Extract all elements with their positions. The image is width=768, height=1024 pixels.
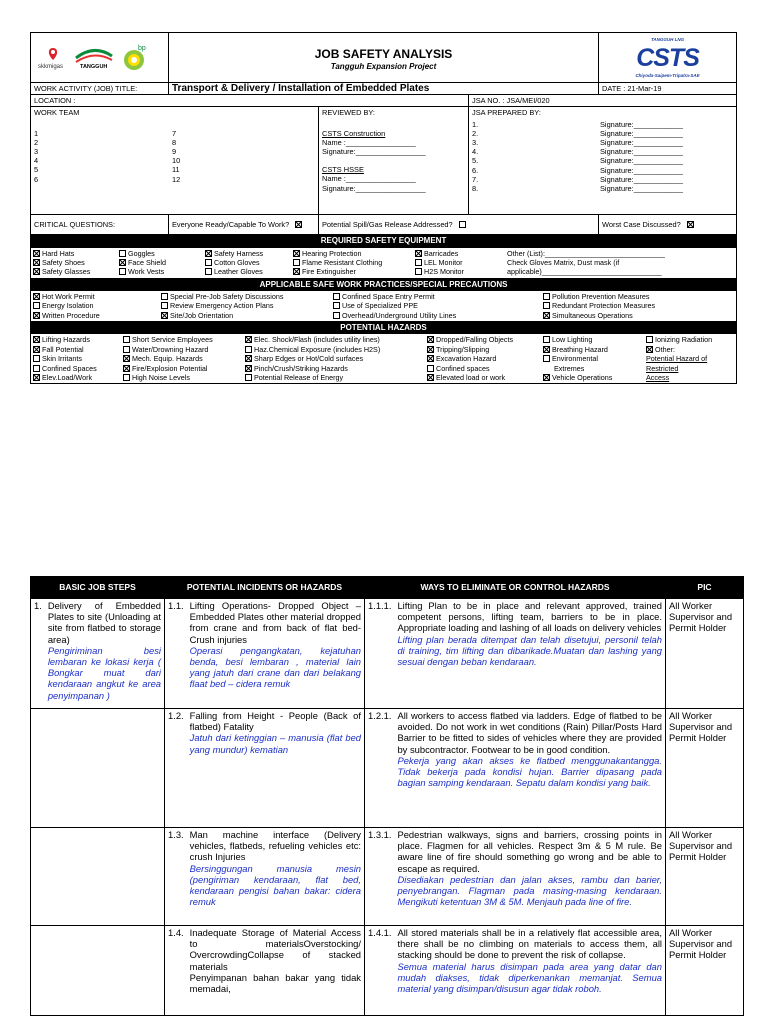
document-title-cell: [169, 33, 599, 83]
checkbox-empty-icon[interactable]: [333, 312, 340, 319]
checkbox-empty-icon[interactable]: [119, 250, 126, 257]
safety-equipment-grid: Hard Hats Goggles Safety Harness Hearing Protection Barricades Other (List):______________________________ Safety Shoes Face Shield Cotton Gloves Flame Resistant Clothing LEL Monitor Check Gloves Matrix, Dust mask (if Safety Glasses Work Vests Leather Gloves Fire Extinguisher H2S Monitor applicable)______________________________: [31, 248, 736, 278]
document-title: JOB SAFETY ANALYSIS: [314, 47, 453, 62]
work-activity-label: WORK ACTIVITY (JOB) TITLE:: [31, 83, 169, 95]
hazard-cell: 1.3. Man machine interface (Delivery vehicles, flatbeds, refueling vehicles etc: crush Injuries Bersinggungan manusia mesin (pengiriman kendaraan, flat bed, kendaraan pengisi bahan bakar: cidera remuk: [165, 828, 365, 926]
prepared-by-cell: JSA PREPARED BY: 1. 2. 3. 4. 5. 6. 7. 8. Signature:____________ Signature:____________ Signature:____________ Signature:____________ Signature:____________ Signature:____________ Signature:____________ Signature:____________: [469, 107, 737, 215]
pic-cell: All Worker Supervisor and Permit Holder: [666, 599, 744, 709]
work-team-col-1: 1 2 3 4 5 6: [34, 128, 39, 184]
table-row: [31, 709, 744, 828]
job-step-cell: [31, 926, 165, 1016]
control-cell: 1.1.1. Lifting Plan to be in place and relevant approved, trained competent persons, lifting team, barriers to be in place. Appropriate loading and lashing of all loads on delivery vehicles Lifting plan berada ditempat dan telah disetujui, personil telah di training, tim lifting dan dibarikade.Muatan dan lashing yang sesuai dengan beban kendaraan.: [365, 599, 666, 709]
potential-hazards-title: POTENTIAL HAZARDS: [31, 322, 737, 334]
checkbox-checked-icon[interactable]: [245, 365, 252, 372]
checkbox-empty-icon[interactable]: [33, 302, 40, 309]
checkbox-empty-icon[interactable]: [245, 346, 252, 353]
pic-cell: All Worker Supervisor and Permit Holder: [666, 926, 744, 1016]
checkbox-checked-icon[interactable]: [295, 221, 302, 228]
checkbox-empty-icon[interactable]: [245, 374, 252, 381]
checkbox-checked-icon[interactable]: [123, 365, 130, 372]
document-subtitle: Tangguh Expansion Project: [330, 62, 437, 72]
checkbox-checked-icon[interactable]: [427, 355, 434, 362]
preparer-signatures[interactable]: Signature:____________ Signature:____________ Signature:____________ Signature:____________ Signature:____________ Signature:____________ Signature:____________ Signature:____________: [600, 119, 684, 194]
pic-cell: All Worker Supervisor and Permit Holder: [666, 709, 744, 828]
logo-cell: [31, 33, 169, 83]
checkbox-checked-icon[interactable]: [245, 355, 252, 362]
hazard-cell: 1.1. Lifting Operations- Dropped Object – Embedded Plates other material dropped from crane and from back of flat bed- Crush injuries Operasi pengangkatan, kejatuhan benda, besi lembaran , material lain yang jatuh dari crane dan dari belakang flaat bed – cidera remuk: [165, 599, 365, 709]
potential-hazards-grid: Lifting Hazards Short Service Employees Elec. Shock/Flash (includes utility lines) Dropped/Falling Objects Low Lighting Ionizing Radiation Fall Potential Water/Drowning Hazard Haz.Chemical Exposure (includes H2S) Tripping/Slipping Breathing Hazard Other: Skin Irritants Mech. Equip. Hazards Sharp Edges or Hot/Cold surfaces Excavation Hazard Environmental Potential Hazard of Confined Spaces Fire/Explosion Potential Pinch/Crush/Striking Hazards Confined spaces Extremes Restricted Elev.Load/Work High Noise Levels Potential Release of Energy Elevated load or work Vehicle Operations Access: [31, 334, 736, 383]
table-row: [31, 828, 744, 926]
checkbox-checked-icon[interactable]: [33, 346, 40, 353]
svg-text:bp: bp: [138, 44, 146, 52]
checkbox-checked-icon[interactable]: [415, 250, 422, 257]
header-potential-incidents: POTENTIAL INCIDENTS OR HAZARDS: [165, 577, 365, 599]
checkbox-empty-icon[interactable]: [415, 259, 422, 266]
header-pic: PIC: [666, 577, 744, 599]
checkbox-empty-icon[interactable]: [293, 259, 300, 266]
job-step-cell: [31, 828, 165, 926]
header-basic-job-steps: BASIC JOB STEPS: [31, 577, 165, 599]
checkbox-checked-icon[interactable]: [543, 346, 550, 353]
table-header-row: [31, 577, 744, 599]
checkbox-checked-icon[interactable]: [33, 250, 40, 257]
date-field: DATE : 21-Mar-19: [599, 83, 737, 95]
job-steps-table: [30, 576, 744, 1016]
safe-work-practices-grid: Hot Work Permit Special Pre-Job Safety Discussions Confined Space Entry Permit Pollution Prevention Measures Energy Isolation Review Emergency Action Plans Use of Specialized PPE Redundant Protection Measures Written Procedure Site/Job Orientation Overhead/Underground Utility Lines Simultaneous Operations: [31, 291, 736, 321]
hazard-cell: 1.2. Falling from Height - People (Back of flatbed) Fatality Jatuh dari ketinggian – manusia (flat bed yang mundur) kematian: [165, 709, 365, 828]
table-row: [31, 926, 744, 1016]
checkbox-checked-icon[interactable]: [33, 374, 40, 381]
checkbox-checked-icon[interactable]: [687, 221, 694, 228]
checkbox-empty-icon[interactable]: [33, 365, 40, 372]
checkbox-empty-icon[interactable]: [543, 336, 550, 343]
checkbox-checked-icon[interactable]: [33, 268, 40, 275]
checkbox-checked-icon[interactable]: [543, 312, 550, 319]
jsa-form-header: [30, 32, 737, 384]
reviewer-2-name[interactable]: Name :_________________: [322, 174, 416, 184]
job-step-cell: 1. Delivery of Embedded Plates to site (Unloading at site from flatbed to storage area) Pengiriminan besi lembaran ke lokasi kerja ( Bongkar muat dari kendaraan angkut ke area penyimpanan ): [31, 599, 165, 709]
tangguh-logo-icon: [74, 46, 114, 70]
checkbox-checked-icon[interactable]: [427, 374, 434, 381]
reviewer-1-name[interactable]: Name :_________________: [322, 137, 416, 147]
hazard-cell: 1.4. Inadequate Storage of Material Access to materialsOverstocking/ OvercrowdingCollapse of stacked materials Penyimpanan bahan bakar yang tidak memadai,: [165, 926, 365, 1016]
reviewer-1-signature[interactable]: Signature:_________________: [322, 147, 426, 157]
checkbox-checked-icon[interactable]: [543, 374, 550, 381]
critical-q1[interactable]: Everyone Ready/Capable To Work?: [169, 215, 319, 235]
checkbox-checked-icon[interactable]: [119, 259, 126, 266]
checkbox-empty-icon[interactable]: [543, 355, 550, 362]
checkbox-checked-icon[interactable]: [161, 312, 168, 319]
control-cell: 1.4.1. All stored materials shall be in a relatively flat accessible area, there shall be no climbing on materials to access them, all stacking should be done to prevent the risk of collapse. Semua material harus disimpan pada area yang datar dan mudah diakses, tidak diperkenankan memanjat. Semua material yang disimpan/disusun agar tidak roboh.: [365, 926, 666, 1016]
checkbox-empty-icon[interactable]: [123, 374, 130, 381]
header-control-hazards: WAYS TO ELIMINATE OR CONTROL HAZARDS: [365, 577, 666, 599]
pic-cell: All Worker Supervisor and Permit Holder: [666, 828, 744, 926]
critical-q3[interactable]: Worst Case Discussed?: [599, 215, 737, 235]
work-activity-title: Transport & Delivery / Installation of Embedded Plates: [169, 83, 599, 95]
checkbox-checked-icon[interactable]: [293, 268, 300, 275]
control-cell: 1.3.1. Pedestrian walkways, signs and barriers, crossing points in place. Flagmen for all vehicles. Respect 3m & 5 M rule. Be aware line of fire should something go wrong and be able to escape as required. Disediakan pedestrian dan jalan akses, rambu dan barier, penyebrangan. Flagman pada masing-masing kendaraan. Mengikuti ketentuan 3M & 5M. Menjauh pada line of fire.: [365, 828, 666, 926]
bp-logo-icon: [120, 44, 148, 72]
location-field: LOCATION :: [31, 95, 469, 107]
checkbox-empty-icon[interactable]: [543, 293, 550, 300]
checkbox-empty-icon[interactable]: [543, 302, 550, 309]
checkbox-checked-icon[interactable]: [33, 312, 40, 319]
safety-equipment-title: REQUIRED SAFETY EQUIPMENT: [31, 235, 737, 247]
jsa-number: JSA NO. : JSA/MEI/020: [469, 95, 737, 107]
checkbox-checked-icon[interactable]: [646, 346, 653, 353]
checkbox-checked-icon[interactable]: [427, 336, 434, 343]
checkbox-empty-icon[interactable]: [123, 346, 130, 353]
checkbox-checked-icon[interactable]: [33, 293, 40, 300]
checkbox-checked-icon[interactable]: [33, 259, 40, 266]
checkbox-checked-icon[interactable]: [123, 355, 130, 362]
reviewed-by-cell: REVIEWED BY: CSTS Construction Name :_________________ Signature:_________________ CSTS HSSE Name :_________________ Signature:_________________: [319, 107, 469, 215]
checkbox-empty-icon[interactable]: [333, 293, 340, 300]
checkbox-empty-icon[interactable]: [161, 293, 168, 300]
work-team-cell: WORK TEAM 1 2 3 4 5 6 7 8 9 10 11 12: [31, 107, 319, 215]
checkbox-empty-icon[interactable]: [123, 336, 130, 343]
critical-q2[interactable]: Potential Spill/Gas Release Addressed?: [319, 215, 599, 235]
csts-logo: TANGGUH LNG CSTS Chiyoda-Saipem-Tripatra-SAE: [599, 33, 737, 83]
checkbox-empty-icon[interactable]: [205, 268, 212, 275]
checkbox-empty-icon[interactable]: [646, 336, 653, 343]
skkmigas-logo-icon: [38, 46, 68, 70]
safe-work-practices-title: APPLICABLE SAFE WORK PRACTICES/SPECIAL PRECAUTIONS: [31, 278, 737, 290]
checkbox-empty-icon[interactable]: [205, 259, 212, 266]
checkbox-checked-icon[interactable]: [427, 346, 434, 353]
checkbox-empty-icon[interactable]: [415, 268, 422, 275]
checkbox-empty-icon[interactable]: [33, 355, 40, 362]
work-team-col-2: 7 8 9 10 11 12: [172, 128, 181, 184]
checkbox-empty-icon[interactable]: [427, 365, 434, 372]
checkbox-empty-icon[interactable]: [119, 268, 126, 275]
checkbox-checked-icon[interactable]: [205, 250, 212, 257]
control-cell: 1.2.1. All workers to access flatbed via ladders. Edge of flatbed to be avoided. Do not work in wet conditions (Rain) Pillar/Posts Hard Barrier to be fitted to sides of vehicles where they are provided by subcontractor. Footwear to be in good condition. Pekerja yang akan akses ke flatbed menggunakantangga. Tidak bekerja pada kondisi hujan. Barrier dipasang pada bagian samping kendaraan. Sepatu dalam kondisi yang baik.: [365, 709, 666, 828]
checkbox-checked-icon[interactable]: [245, 336, 252, 343]
table-row: [31, 599, 744, 709]
checkbox-checked-icon[interactable]: [33, 336, 40, 343]
job-step-cell: [31, 709, 165, 828]
checkbox-empty-icon[interactable]: [459, 221, 466, 228]
critical-questions-label: CRITICAL QUESTIONS:: [31, 215, 169, 235]
svg-text:TANGGUH: TANGGUH: [80, 63, 108, 70]
checkbox-empty-icon[interactable]: [161, 302, 168, 309]
checkbox-empty-icon[interactable]: [333, 302, 340, 309]
svg-text:skkmigas: skkmigas: [38, 63, 64, 70]
checkbox-checked-icon[interactable]: [293, 250, 300, 257]
reviewer-2-signature[interactable]: Signature:_________________: [322, 183, 426, 193]
